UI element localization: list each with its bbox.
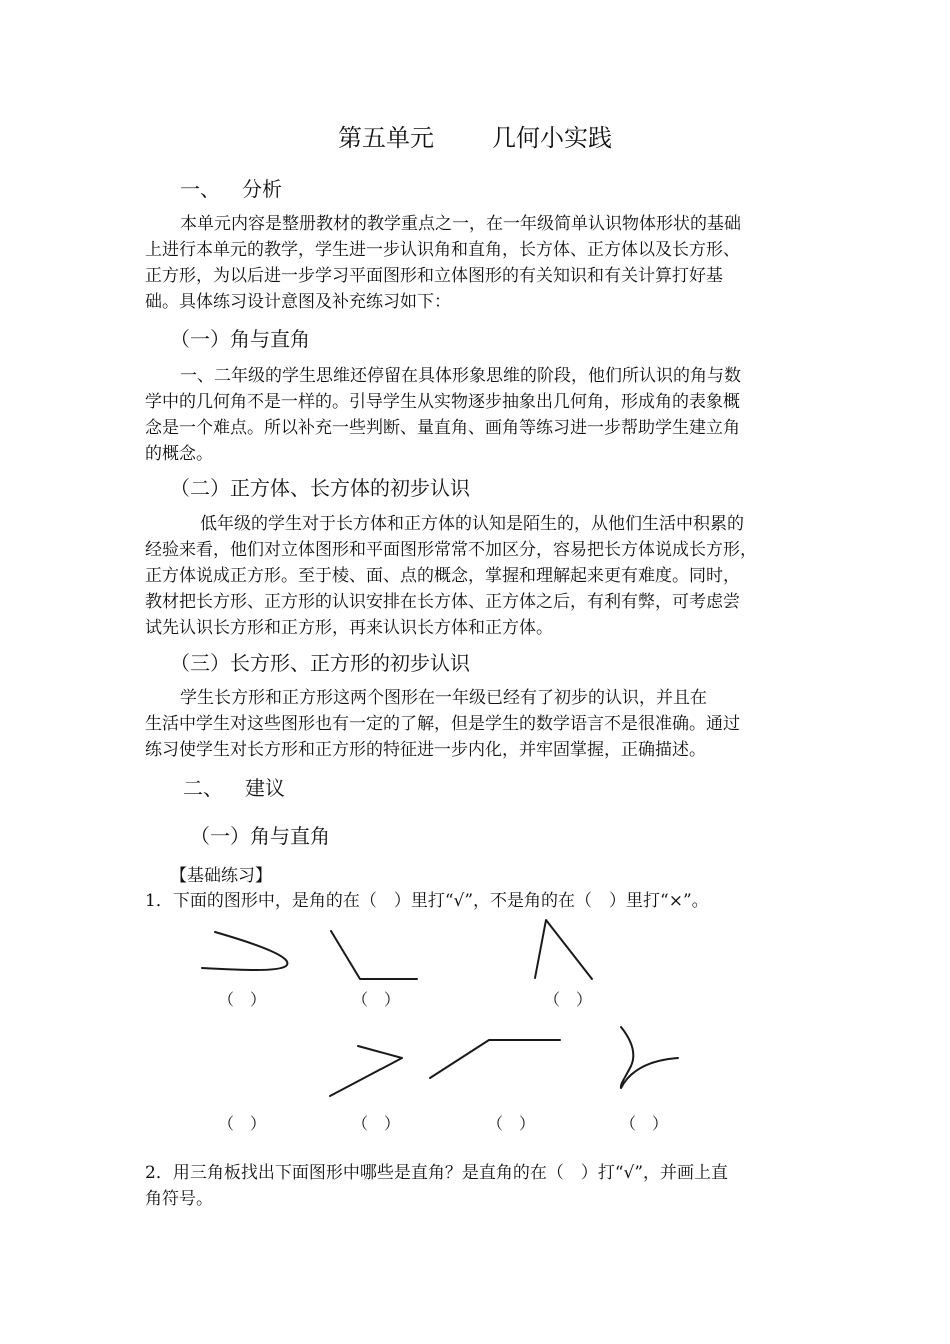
- angle-figure-3: [535, 920, 592, 979]
- basic-practice-label: 【基础练习】: [170, 866, 272, 886]
- paragraph-line: 生活中学生对这些图形也有一定的了解，但是学生的数学语言不是很准确。通过: [145, 714, 740, 734]
- question-line: 角符号。: [145, 1189, 213, 1209]
- answer-blank-6[interactable]: （ ）: [487, 1114, 536, 1133]
- answer-blank-2[interactable]: （ ）: [352, 990, 401, 1009]
- subheading-solids: （二）正方体、长方体的初步认识: [170, 476, 470, 500]
- angle-figure-4: [330, 1046, 402, 1096]
- answer-blank-5[interactable]: （ ）: [352, 1114, 401, 1133]
- paragraph-line: 的概念。: [145, 444, 213, 464]
- section-number: 二、: [183, 776, 223, 800]
- subheading-angle: （一）角与直角: [170, 327, 310, 351]
- section-title: 建议: [245, 776, 285, 800]
- answer-blank-7[interactable]: （ ）: [620, 1114, 669, 1133]
- topic-label: 几何小实践: [492, 124, 612, 152]
- paragraph-line: 低年级的学生对于长方体和正方体的认知是陌生的，从他们生活中积累的: [200, 514, 744, 534]
- paragraph-line: 础。具体练习设计意图及补充练习如下：: [145, 292, 451, 312]
- answer-blank-1[interactable]: （ ）: [218, 990, 267, 1009]
- subheading-angle-practice: （一）角与直角: [190, 824, 330, 848]
- section-number: 一、: [180, 177, 220, 201]
- angle-figure-5: [430, 1040, 560, 1078]
- curve-figure-1: [202, 932, 287, 970]
- paragraph-line: 正方形，为以后进一步学习平面图形和立体图形的有关知识和有关计算打好基: [145, 266, 723, 286]
- paragraph-line: 正方体说成正方形。至于棱、面、点的概念，掌握和理解起来更有难度。同时，: [145, 566, 740, 586]
- paragraph-line: 试先认识长方形和正方形，再来认识长方体和正方体。: [145, 618, 553, 638]
- question-1: 1．下面的图形中，是角的在（ ）里打“√”，不是角的在（ ）里打“×”。: [145, 891, 709, 911]
- paragraph-line: 练习使学生对长方形和正方形的特征进一步内化，并牢固掌握，正确描述。: [145, 740, 706, 760]
- answer-blank-3[interactable]: （ ）: [544, 990, 593, 1009]
- paragraph-line: 学中的几何角不是一样的。引导学生从实物逐步抽象出几何角，形成角的表象概: [145, 392, 740, 412]
- paragraph-line: 念是一个难点。所以补充一些判断、量直角、画角等练习进一步帮助学生建立角: [145, 418, 740, 438]
- answer-blank-4[interactable]: （ ）: [218, 1114, 267, 1133]
- unit-label: 第五单元: [338, 124, 434, 152]
- angle-figure-2: [331, 931, 417, 979]
- paragraph-line: 教材把长方形、正方形的认识安排在长方体、正方体之后，有利有弊，可考虑尝: [145, 592, 740, 612]
- paragraph-line: 上进行本单元的教学，学生进一步认识角和直角，长方体、正方体以及长方形、: [145, 240, 740, 260]
- subheading-rectangles: （三）长方形、正方形的初步认识: [170, 651, 470, 675]
- question-line: 2．用三角板找出下面图形中哪些是直角？是直角的在（ ）打“√”，并画上直: [145, 1163, 729, 1183]
- paragraph-line: 经验来看，他们对立体图形和平面图形常常不加区分，容易把长方体说成长方形，: [145, 540, 757, 560]
- section-title: 分析: [242, 177, 282, 201]
- question-2: [145, 1160, 813, 1212]
- paragraph-line: 一、二年级的学生思维还停留在具体形象思维的阶段，他们所认识的角与数: [180, 366, 741, 386]
- paragraph-line: 本单元内容是整册教材的教学重点之一，在一年级简单认识物体形状的基础: [180, 214, 741, 234]
- curve-figure-6: [621, 1027, 678, 1088]
- paragraph-line: 学生长方形和正方形这两个图形在一年级已经有了初步的认识，并且在: [180, 688, 707, 708]
